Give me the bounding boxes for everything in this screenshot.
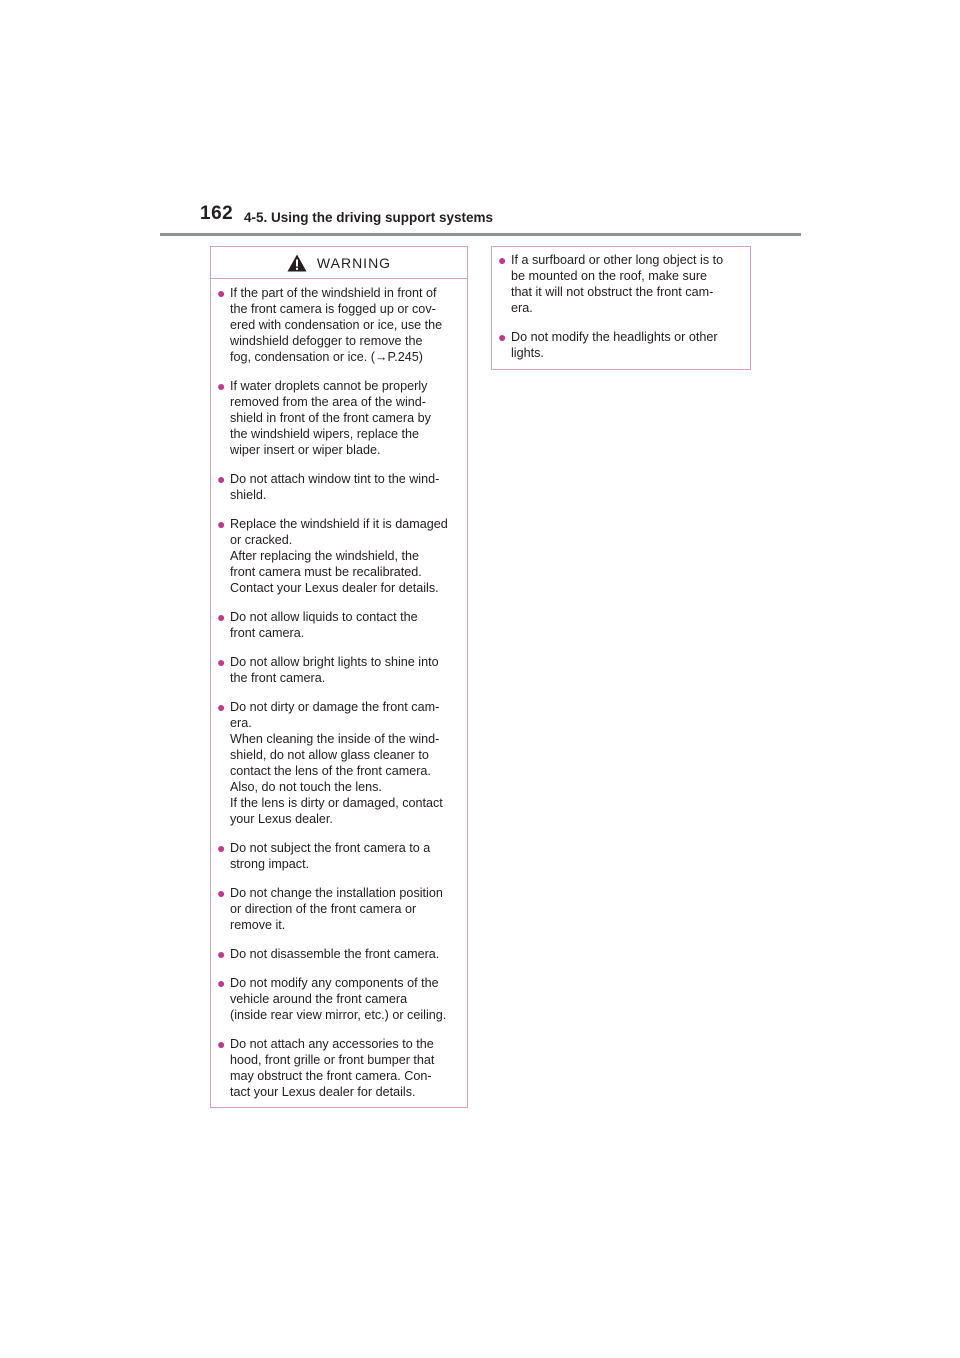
warning-triangle-icon	[287, 254, 307, 272]
warning-item-text: Replace the windshield if it is damaged or cracked. After replacing the windshield, the front camera must be recalibrated. Contact your Lexus dealer for details.	[230, 517, 448, 595]
warning-item	[498, 252, 742, 316]
warning-item-text: Do not attach any accessories to the hood, front grille or front bumper that may obstruct the front camera. Con- tact your Lexus dealer for details.	[230, 1037, 435, 1099]
warning-item	[217, 285, 459, 365]
warning-item-text: Do not allow liquids to contact the front camera.	[230, 610, 418, 640]
warning-item	[217, 654, 459, 686]
bullet-icon: ●	[498, 252, 507, 268]
header-divider	[160, 233, 801, 236]
bullet-icon: ●	[217, 609, 226, 625]
warning-item-text: Do not dirty or damage the front cam- era. When cleaning the inside of the wind- shield, do not allow glass cleaner to contact the lens of the front camera. Also, do not touch the lens. If the lens is dirty or damaged, contact your Lexus dealer.	[230, 700, 443, 826]
warning-item	[217, 609, 459, 641]
warning-item-text: Do not change the installation position or direction of the front camera or remove it.	[230, 886, 443, 932]
warning-continued-list	[492, 247, 750, 361]
warning-item-text: Do not disassemble the front camera.	[230, 947, 440, 961]
warning-box	[210, 246, 468, 1108]
bullet-icon: ●	[217, 946, 226, 962]
bullet-icon: ●	[217, 975, 226, 991]
warning-item	[217, 516, 459, 596]
warning-item-text: Do not attach window tint to the wind- shield.	[230, 472, 440, 502]
warning-header	[211, 247, 467, 279]
bullet-icon: ●	[217, 471, 226, 487]
bullet-icon: ●	[217, 516, 226, 532]
warning-continued-box	[491, 246, 751, 370]
warning-item	[498, 329, 742, 361]
page-number: 162	[200, 203, 234, 224]
warning-list	[211, 279, 467, 1100]
bullet-icon: ●	[498, 329, 507, 345]
warning-item	[217, 885, 459, 933]
warning-item-text: Do not subject the front camera to a strong impact.	[230, 841, 431, 871]
bullet-icon: ●	[217, 840, 226, 856]
warning-item-text: If water droplets cannot be properly removed from the area of the wind- shield in front of the front camera by the windshield wipers, replace the wiper insert or wiper blade.	[230, 379, 431, 457]
bullet-icon: ●	[217, 654, 226, 670]
bullet-icon: ●	[217, 378, 226, 394]
warning-item-text: Do not allow bright lights to shine into the front camera.	[230, 655, 439, 685]
bullet-icon: ●	[217, 885, 226, 901]
warning-item-text: Do not modify the headlights or other lights.	[511, 330, 718, 360]
warning-item	[217, 471, 459, 503]
warning-item-text: Do not modify any components of the vehicle around the front camera (inside rear view mirror, etc.) or ceiling.	[230, 976, 447, 1022]
warning-item	[217, 975, 459, 1023]
bullet-icon: ●	[217, 1036, 226, 1052]
warning-item	[217, 840, 459, 872]
warning-item-text: If a surfboard or other long object is to be mounted on the roof, make sure that it will not obstruct the front cam- era.	[511, 253, 724, 315]
bullet-icon: ●	[217, 699, 226, 715]
warning-item	[217, 946, 459, 962]
warning-item-text: If the part of the windshield in front of the front camera is fogged up or cov- ered with condensation or ice, use the windshield defogger to remove the fog, condensation or ice. (→P.245)	[230, 286, 443, 364]
warning-item	[217, 1036, 459, 1100]
bullet-icon: ●	[217, 285, 226, 301]
section-title: 4-5. Using the driving support systems	[244, 210, 494, 225]
warning-item	[217, 699, 459, 827]
warning-item	[217, 378, 459, 458]
warning-label: WARNING	[316, 254, 392, 271]
